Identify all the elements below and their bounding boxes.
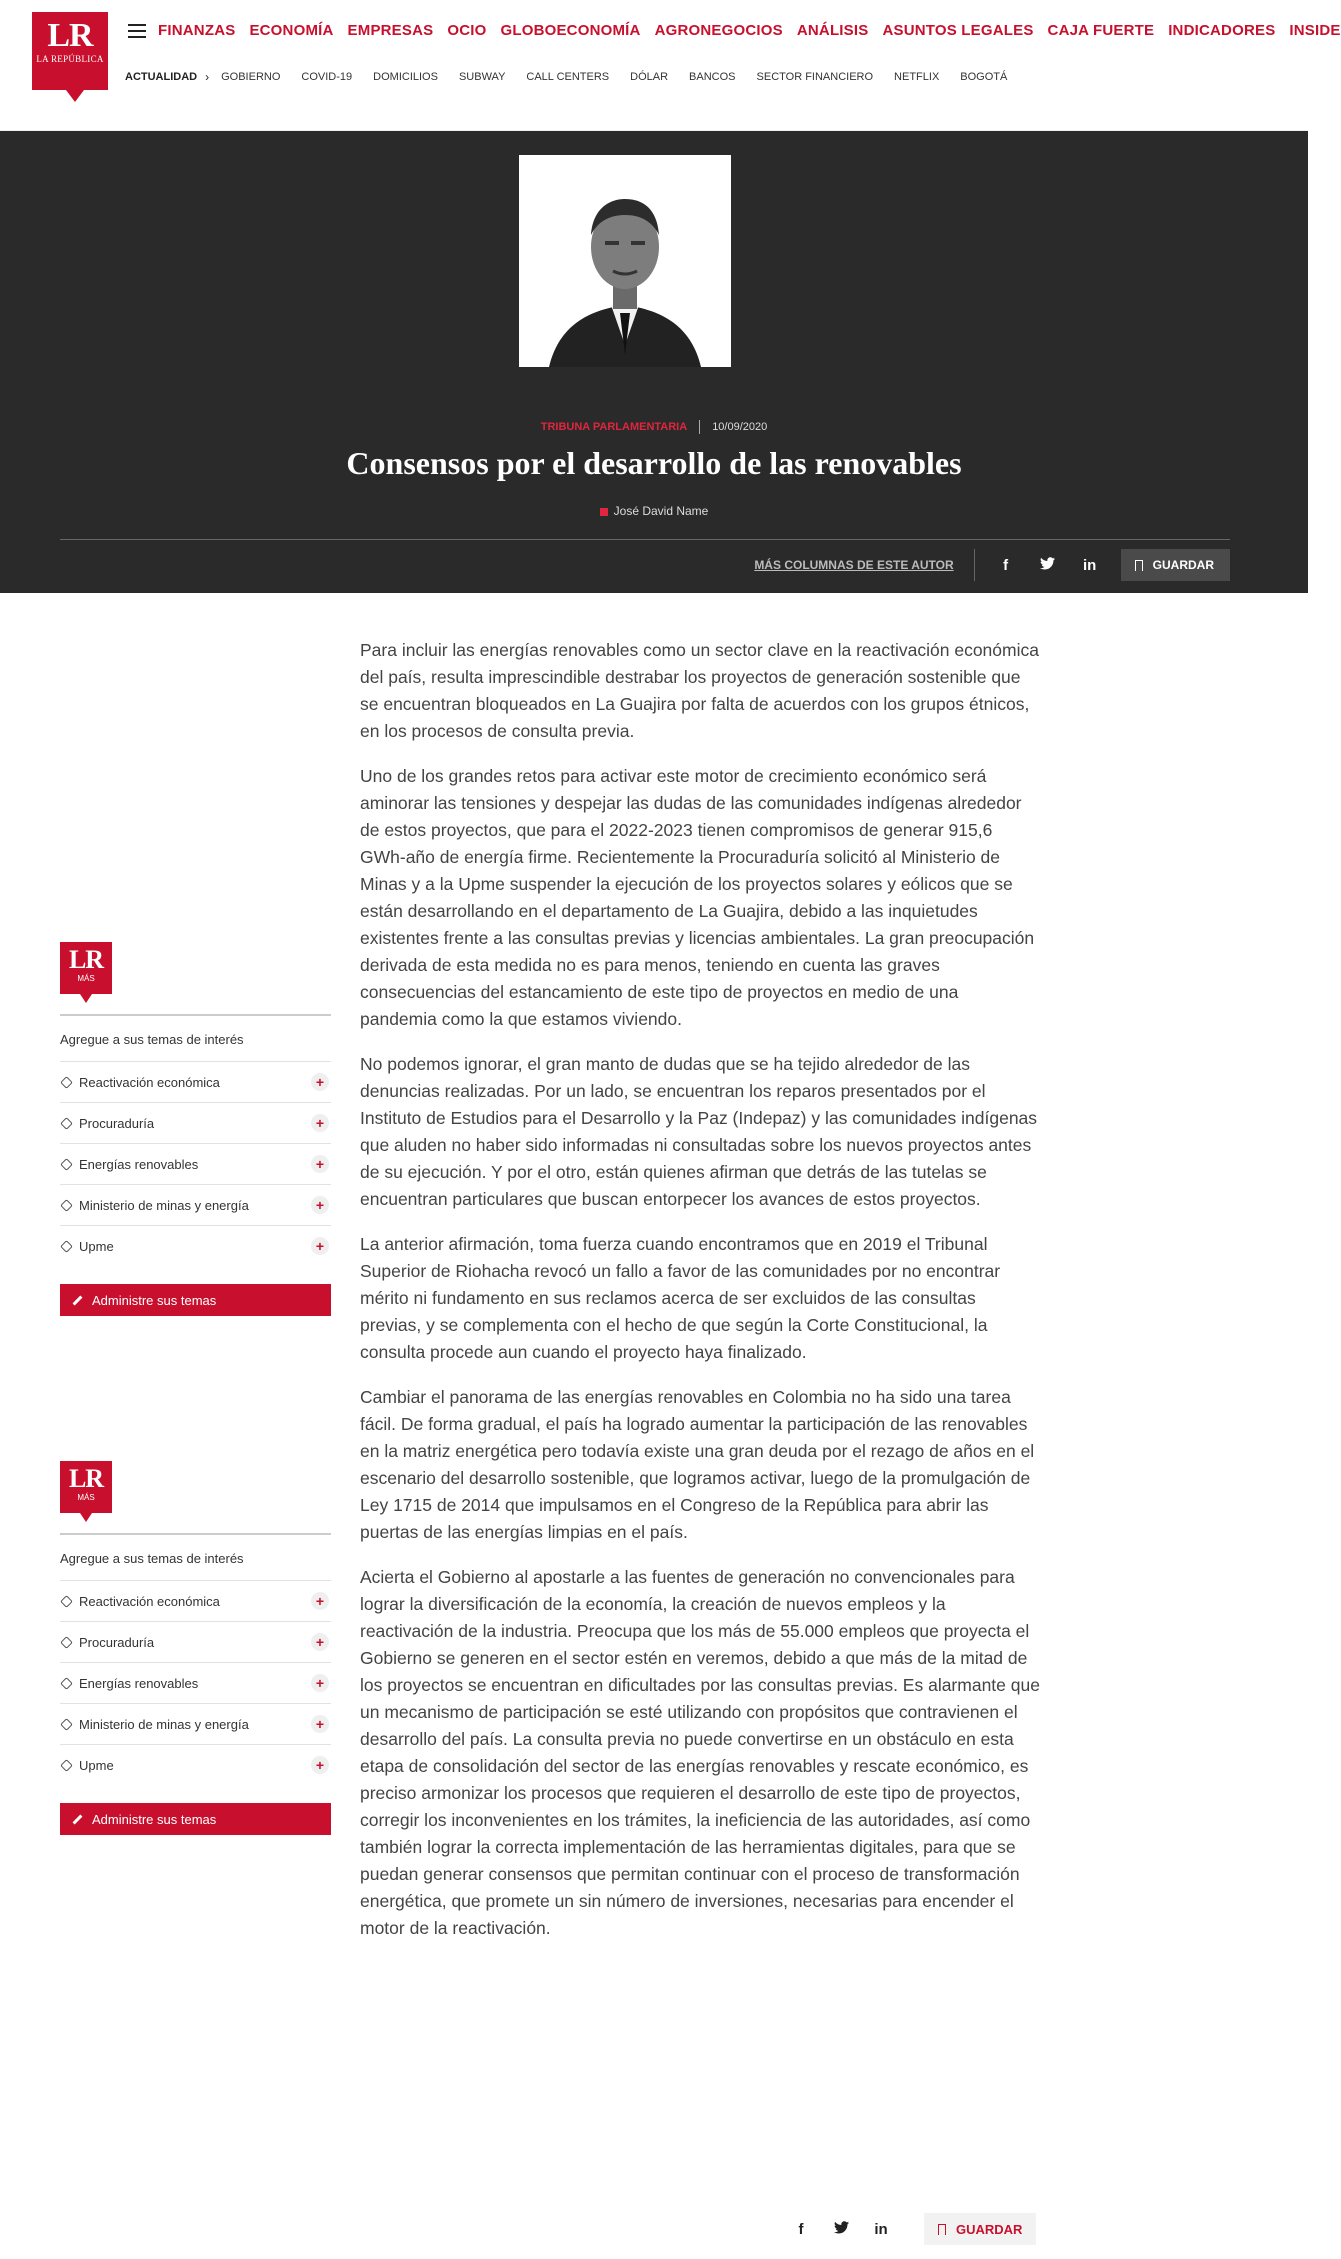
pencil-icon [73,1295,83,1305]
nav-item-caja-fuerte[interactable]: CAJA FUERTE [1047,22,1155,39]
article-hero [0,131,1308,593]
lr-mas-logo[interactable] [60,1461,112,1523]
lr-mas-logo-text: LR [68,1464,104,1493]
manage-topics-button[interactable] [60,1803,331,1835]
topic-label: Procuraduría [79,1115,155,1131]
tag-icon [60,1718,73,1731]
hamburger-menu-icon[interactable] [128,24,146,38]
save-button[interactable] [1121,549,1230,581]
add-topic-icon[interactable]: + [311,1155,329,1173]
topic-item[interactable] [60,1225,331,1266]
sub-nav-item[interactable]: GOBIERNO [221,71,281,83]
topic-item[interactable] [60,1102,331,1143]
article-section[interactable]: TRIBUNA PARLAMENTARIA [540,420,688,433]
site-logo[interactable] [32,12,108,102]
article-section-line [0,420,1308,434]
tag-icon [60,1240,73,1253]
article-paragraph: Acierta el Gobierno al apostarle a las fuentes de generación no convencionales para lograr la diversificación de la economía, la creación de nuevos empleos y la reactivación de la industria. Preocupa que los más de 55.000 empleos que proyecta el Gobierno se generen en el sector estén en veremos, debido a que más de la mitad de los proyectos se encuentran en dificultades por las consultas previas. Es alarmante que un mecanismo de participación se esté utilizando con propósitos que contravienen el desarrollo del país. La consulta previa no puede convertirse en un obstáculo en esta etapa de consolidación del sector de las energías renovables y rescate económico, es preciso armonizar los procesos que requieren el desarrollo de este tipo de proyectos, corregir los inconvenientes en los trámites, la ineficiencia de las autoridades, así como también lograr la correcta implementación de las herramientas digitales, para que se puedan generar consensos que permitan continuar con el proceso de transformación energética, que promete un sin número de inversiones, necesarias para encender el motor de la reactivación. [360,1567,1040,1938]
article-paragraph: Para incluir las energías renovables como un sector clave en la reactivación económica del país, resulta imprescindible destrabar los proyectos de generación sostenible que se encuentran bloqueados en La Guajira por falta de acuerdos con los grupos étnicos, en los procesos de consulta previa. [360,640,1039,741]
article-paragraph: Cambiar el panorama de las energías renovables en Colombia no ha sido una tarea fácil. De forma gradual, el país ha logrado aumentar la participación de las renovables en la matriz energética pero todavía existe una gran deuda por el rezago de años en el escenario del desarrollo sostenible, que logramos activar, luego de la promulgación de Ley 1715 de 2014 que impulsamos en el Congreso de la República para abrir las puertas de las energías limpias en el país. [360,1387,1035,1542]
add-topic-icon[interactable]: + [311,1073,329,1091]
add-topic-icon[interactable]: + [311,1674,329,1692]
article-date: 10/09/2020 [712,420,768,433]
article-paragraph: La anterior afirmación, toma fuerza cuando encontramos que en 2019 el Tribunal Superior de Riohacha revocó un fallo a favor de las comunidades por no encontrar mérito ni fundamento en sus reclamos acerca de ser excluidos de las consultas previas, y se complementa con el hecho de que según la Corte Constitucional, la consulta procede aun cuando el proyecto haya finalizado. [360,1234,1001,1362]
manage-topics-button[interactable] [60,1284,331,1316]
topic-label: Upme [79,1757,114,1773]
widget-title: Agregue a sus temas de interés [60,1032,244,1047]
divider [60,539,1230,540]
sub-nav-item[interactable]: DÓLAR [630,71,669,83]
sub-nav-item[interactable]: COVID-19 [301,71,353,83]
tag-icon [60,1759,73,1772]
article-body [360,637,1040,1960]
topic-label: Ministerio de minas y energía [79,1716,249,1732]
topic-item[interactable] [60,1143,331,1184]
add-topic-icon[interactable]: + [311,1196,329,1214]
bookmark-icon [938,2224,946,2235]
tag-icon [60,1158,73,1171]
pencil-icon [73,1814,83,1824]
chevron-right-icon: › [205,70,210,84]
topics-widget [60,1461,331,1835]
nav-item-agronegocios[interactable]: AGRONEGOCIOS [654,22,783,39]
author-name[interactable]: José David Name [613,504,709,518]
add-topic-icon[interactable]: + [311,1756,329,1774]
twitter-icon[interactable] [1037,557,1059,574]
nav-item-empresas[interactable]: EMPRESAS [347,22,434,39]
bookmark-icon [1135,560,1143,571]
nav-item-economia[interactable]: ECONOMÍA [249,22,334,39]
article-share-bar [790,2213,1036,2245]
lr-mas-logo-sub: MÁS [77,974,95,983]
linkedin-icon[interactable]: in [1082,556,1097,574]
site-header [0,0,1341,131]
sub-nav-item[interactable]: BOGOTÁ [960,71,1008,83]
sub-nav-item[interactable]: CALL CENTERS [526,71,610,83]
add-topic-icon[interactable]: + [311,1715,329,1733]
article-title: Consensos por el desarrollo de las renovables [346,445,962,481]
topic-item[interactable] [60,1061,331,1102]
topic-label: Energías renovables [79,1156,199,1172]
facebook-icon[interactable]: f [1003,556,1009,574]
sub-nav-item[interactable]: SUBWAY [458,71,506,83]
lr-mas-logo[interactable] [60,942,112,1004]
add-topic-icon[interactable]: + [311,1592,329,1610]
nav-item-globoeconomia[interactable]: GLOBOECONOMÍA [500,22,641,39]
add-topic-icon[interactable]: + [311,1237,329,1255]
nav-item-analisis[interactable]: ANÁLISIS [796,22,869,39]
nav-item-ocio[interactable]: OCIO [447,22,487,39]
lr-mas-logo-sub: MÁS [77,1493,95,1502]
topic-label: Ministerio de minas y energía [79,1197,249,1213]
tag-icon [60,1595,73,1608]
topic-item[interactable] [60,1184,331,1225]
topic-item[interactable] [60,1621,331,1662]
facebook-icon[interactable]: f [798,2220,804,2238]
topic-label: Procuraduría [79,1634,155,1650]
nav-item-inside[interactable]: INSIDE [1289,22,1341,39]
topic-label: Upme [79,1238,114,1254]
save-label: GUARDAR [1152,558,1214,572]
article-paragraph: Uno de los grandes retos para activar este motor de crecimiento económico será aminorar las tensiones y despejar las dudas de las comunidades indígenas alrededor de estos proyectos, que para el 2022-2023 tienen compromisos de generar 915,6 GWh-año de energía firme. Recientemente la Procuraduría solicitó al Ministerio de Minas y a la Upme suspender la ejecución de los proyectos solares y eólicos que se están desarrollando en el departamento de La Guajira, debido a las inquietudes existentes frente a las consultas previas y licencias ambientales. La gran preocupación derivada de esta medida no es para menos, teniendo en cuenta las graves consecuencias del estancamiento de este tipo de proyectos en medio de una pandemia como la que estamos viviendo. [360,766,1035,1029]
tag-icon [60,1636,73,1649]
topic-label: Reactivación económica [79,1593,220,1609]
topic-label: Reactivación económica [79,1074,220,1090]
nav-item-finanzas[interactable]: FINANZAS [158,22,236,39]
topic-item[interactable] [60,1744,331,1785]
add-topic-icon[interactable]: + [311,1114,329,1132]
tag-icon [60,1677,73,1690]
widget-title: Agregue a sus temas de interés [60,1551,244,1566]
sub-nav-item[interactable]: NETFLIX [894,71,940,83]
article-byline [0,504,1308,518]
sub-nav-item[interactable]: SECTOR FINANCIERO [756,71,874,83]
linkedin-icon[interactable]: in [874,2220,888,2238]
save-label: GUARDAR [956,2221,1023,2237]
tag-icon [60,1117,73,1130]
topic-item[interactable] [60,1580,331,1621]
tag-icon [60,1076,73,1089]
sub-nav [125,70,1028,84]
author-photo [519,155,731,367]
sub-nav-actualidad[interactable]: ACTUALIDAD [125,71,198,83]
main-nav [158,22,1341,39]
nav-item-asuntos-legales[interactable]: ASUNTOS LEGALES [882,22,1034,39]
tag-icon [60,1199,73,1212]
save-button-bottom[interactable] [924,2213,1036,2245]
topic-label: Energías renovables [79,1675,199,1691]
lr-mas-logo-text: LR [68,945,104,974]
nav-item-indicadores[interactable]: INDICADORES [1168,22,1276,39]
add-topic-icon[interactable]: + [311,1633,329,1651]
topic-item[interactable] [60,1662,331,1703]
twitter-icon[interactable] [830,2221,852,2238]
sub-nav-item[interactable]: BANCOS [689,71,736,83]
topic-item[interactable] [60,1703,331,1744]
sub-nav-item[interactable]: DOMICILIOS [373,71,438,83]
logo-subtext: LA REPÚBLICA [36,54,104,64]
logo-text: LR [47,17,93,54]
author-marker-icon [600,508,608,516]
article-paragraph: No podemos ignorar, el gran manto de dudas que se ha tejido alrededor de las denuncias realizadas. Por un lado, se encuentran los reparos presentados por el Instituto de Estudios para el Desarrollo y la Paz (Indepaz) y las comunidades indígenas que aluden no haber sido informadas ni consultadas sobre los nuevos proyectos antes de su ejecución. Y por el otro, están quienes afirman que detrás de las tutelas se encuentran particulares que buscan entorpecer los avances de estos proyectos. [360,1054,1038,1209]
topics-widget [60,942,331,1316]
more-columns-link[interactable]: MÁS COLUMNAS DE ESTE AUTOR [754,558,954,572]
manage-topics-label: Administre sus temas [92,1811,217,1827]
hero-actions [754,549,1230,581]
manage-topics-label: Administre sus temas [92,1292,217,1308]
